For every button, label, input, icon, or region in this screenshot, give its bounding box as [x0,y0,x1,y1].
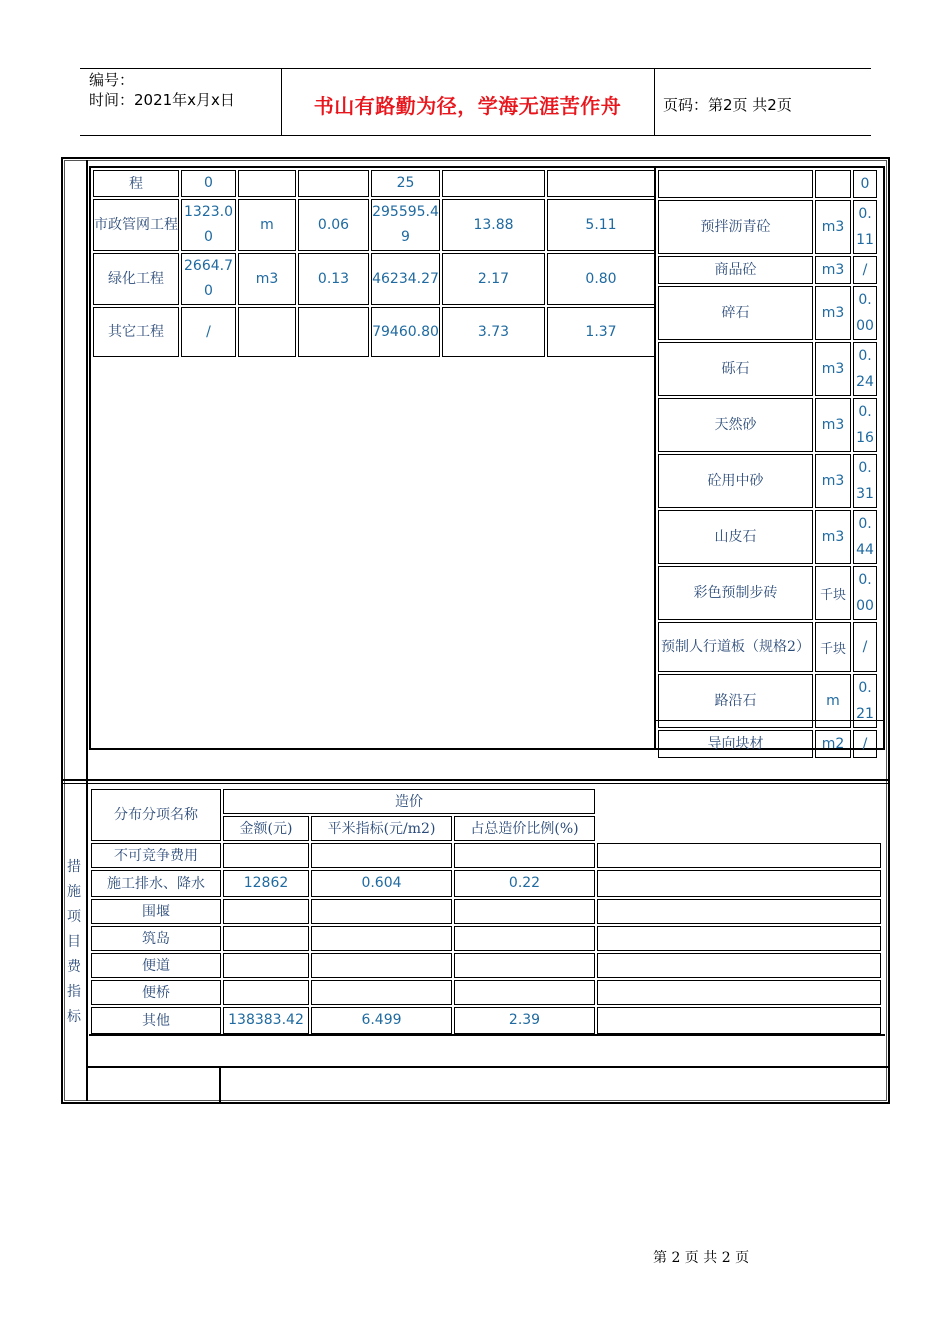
measures-amount [223,899,309,924]
material-unit: m3 [815,398,851,452]
material-value: 0.21 [853,674,877,728]
project-unit: m3 [238,253,296,305]
measures-header-name: 分布分项名称 [91,789,221,841]
material-unit: m [815,674,851,728]
project-cost: 295595.49 [371,199,440,251]
material-row [658,286,877,340]
material-row [658,256,877,284]
measures-side-label: 措 施 项 目 费 指 标 [67,859,81,1025]
material-value: / [853,622,877,672]
material-name: 山皮石 [658,510,813,564]
measures-ratio [454,926,595,951]
measures-name: 便道 [91,953,221,978]
measures-blank [597,899,881,924]
material-value: 0.11 [853,200,877,254]
measures-ratio: 0.22 [454,870,595,897]
measures-ratio [454,899,595,924]
measures-amount [223,843,309,868]
measures-ratio [454,843,595,868]
measures-blank [597,926,881,951]
material-name: 预制人行道板（规格2） [658,622,813,672]
material-unit: m3 [815,342,851,396]
measures-row [91,899,881,924]
project-ratio: 0.80 [547,253,655,305]
material-unit: m3 [815,286,851,340]
measures-col-sqm: 平米指标(元/m2) [311,816,452,841]
material-name: 路沿石 [658,674,813,728]
material-row [658,622,877,672]
measures-row [91,980,881,1005]
measures-table [89,787,883,1036]
project-unit-index: 2.17 [442,253,545,305]
material-unit: m3 [815,200,851,254]
measures-col-ratio: 占总造价比例(%) [454,816,595,841]
measures-name: 不可竞争费用 [91,843,221,868]
measures-blank [597,953,881,978]
material-row [658,674,877,728]
project-row [93,307,655,357]
measures-name: 其他 [91,1007,221,1034]
measures-blank [597,980,881,1005]
material-row [658,510,877,564]
material-row [658,566,877,620]
material-unit: 千块 [815,566,851,620]
project-index [298,307,369,357]
project-cost: 25 [371,170,440,197]
project-cost: 79460.80 [371,307,440,357]
project-index: 0.06 [298,199,369,251]
measures-blank [597,843,881,868]
measures-amount: 138383.42 [223,1007,309,1034]
measures-sqm [311,899,452,924]
material-value: 0.16 [853,398,877,452]
project-name: 其它工程 [93,307,179,357]
material-value: / [853,256,877,284]
material-unit: m3 [815,454,851,508]
measures-ratio [454,980,595,1005]
measures-header-cost: 造价 [223,789,595,814]
material-value: 0.00 [853,566,877,620]
material-name: 预拌沥青砼 [658,200,813,254]
material-value: 0.44 [853,510,877,564]
measures-sqm: 6.499 [311,1007,452,1034]
project-name: 程 [93,170,179,197]
material-unit [815,170,851,198]
project-index: 0.13 [298,253,369,305]
project-cost: 46234.27 [371,253,440,305]
material-name: 碎石 [658,286,813,340]
material-name: 砼用中砂 [658,454,813,508]
material-row [658,398,877,452]
measures-sqm [311,843,452,868]
project-quantity: / [181,307,236,357]
measures-sqm [311,953,452,978]
motto: 书山有路勤为径，学海无涯苦作舟 [313,94,622,118]
material-name: 商品砼 [658,256,813,284]
measures-row [91,843,881,868]
project-ratio: 5.11 [547,199,655,251]
measures-amount [223,980,309,1005]
measures-header-blank [597,789,881,841]
project-ratio [547,170,655,197]
measures-sqm: 0.604 [311,870,452,897]
measures-ratio [454,953,595,978]
project-quantity: 1323.00 [181,199,236,251]
material-row [658,200,877,254]
material-value: 0 [853,170,877,198]
measures-name: 便桥 [91,980,221,1005]
material-value: / [853,730,877,758]
measures-blank [597,870,881,897]
material-name [658,170,813,198]
measures-row [91,1007,881,1034]
page-label: 页码：第2页 共2页 [663,96,792,114]
measures-sqm [311,980,452,1005]
measures-col-amount: 金额(元) [223,816,309,841]
project-name: 绿化工程 [93,253,179,305]
project-unit-index [442,170,545,197]
project-table [91,168,657,359]
measures-name: 围堰 [91,899,221,924]
project-quantity: 0 [181,170,236,197]
measures-row [91,926,881,951]
material-unit: 千块 [815,622,851,672]
material-row [658,342,877,396]
project-unit-index: 3.73 [442,307,545,357]
project-index [298,170,369,197]
project-row [93,170,655,197]
material-value: 0.24 [853,342,877,396]
project-row [93,253,655,305]
measures-ratio: 2.39 [454,1007,595,1034]
material-name: 导向块材 [658,730,813,758]
material-name: 砾石 [658,342,813,396]
material-row [658,730,877,758]
measures-sqm [311,926,452,951]
project-unit [238,170,296,197]
measures-row [91,953,881,978]
material-name: 彩色预制步砖 [658,566,813,620]
footer-page: 第 2 页 共 2 页 [653,1250,750,1266]
material-value: 0.00 [853,286,877,340]
material-unit: m2 [815,730,851,758]
measures-amount [223,953,309,978]
project-quantity: 2664.70 [181,253,236,305]
measures-name: 筑岛 [91,926,221,951]
measures-row [91,870,881,897]
measures-amount: 12862 [223,870,309,897]
material-unit: m3 [815,256,851,284]
material-table [656,168,879,760]
project-unit: m [238,199,296,251]
time-label: 时间：2021年x月x日 [89,91,235,109]
project-name: 市政管网工程 [93,199,179,251]
project-unit-index: 13.88 [442,199,545,251]
material-row [658,454,877,508]
material-unit: m3 [815,510,851,564]
material-value: 0.31 [853,454,877,508]
measures-blank [597,1007,881,1034]
project-ratio: 1.37 [547,307,655,357]
material-row [658,170,877,198]
material-name: 天然砂 [658,398,813,452]
measures-amount [223,926,309,951]
project-unit [238,307,296,357]
project-row [93,199,655,251]
measures-name: 施工排水、降水 [91,870,221,897]
code-label: 编号： [89,71,135,89]
